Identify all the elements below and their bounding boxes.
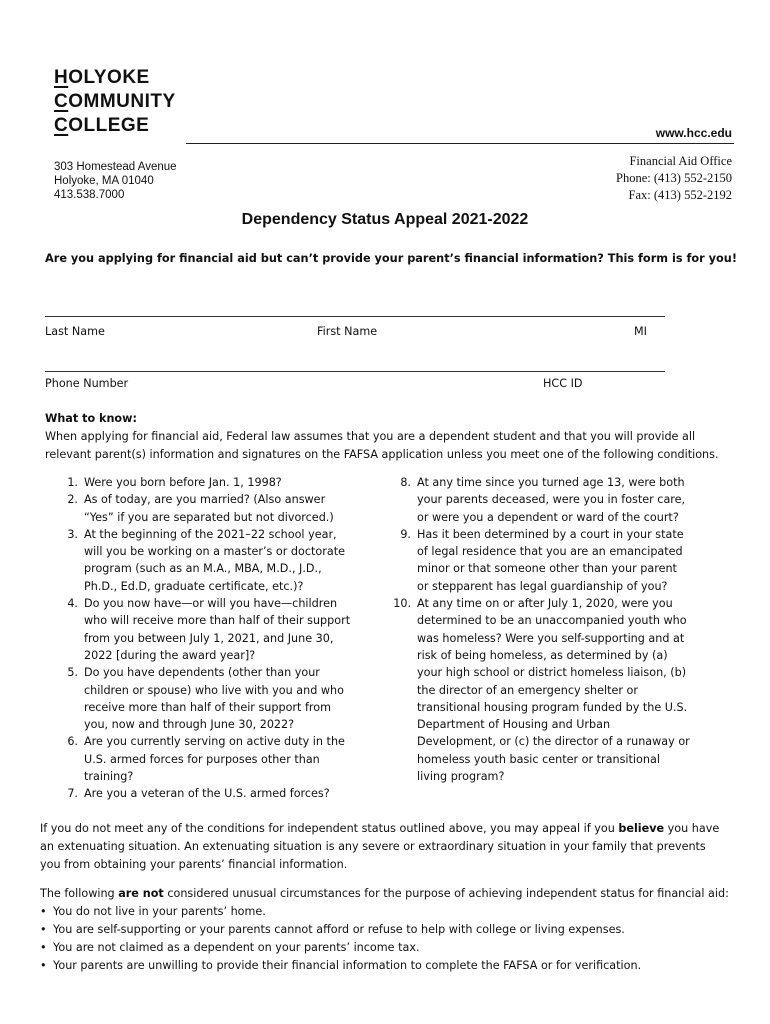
address-line-2: Holyoke, MA 01040: [54, 175, 154, 187]
not-considered-text: You are not claimed as a dependent on your parents’ income tax.: [53, 941, 420, 954]
not-considered-pre: The following: [40, 887, 119, 900]
office-phone: Phone: (413) 552-2150: [616, 171, 732, 185]
intro-text: Are you applying for financial aid but can’t provide your parent’s financial information? This form is for you!: [45, 252, 737, 265]
what-to-know-line-1: When applying for financial aid, Federal law assumes that you are a dependent student and that you will provide all: [45, 430, 696, 443]
not-considered-post: considered unusual circumstances for the purpose of achieving independent status for financial aid:: [163, 887, 729, 900]
condition-line: At the beginning of the 2021–22 school year,: [84, 527, 337, 541]
appeal-line-1-pre: If you do not meet any of the conditions for independent status outlined above, you may appeal if you: [40, 822, 619, 835]
not-considered-list: [40, 903, 729, 975]
first-name-label: First Name: [317, 325, 378, 338]
bullet-icon: •: [40, 905, 47, 918]
appeal-paragraph: [40, 820, 719, 874]
condition-item: [387, 595, 727, 785]
condition-line: Do you have dependents (other than your: [84, 666, 320, 680]
office-contact: [616, 153, 732, 204]
condition-line: Development, or (c) the director of a runaway or: [417, 735, 690, 749]
condition-number: 3.: [67, 527, 78, 541]
condition-line: living program?: [417, 770, 505, 784]
condition-line: homeless youth basic center or transitional: [417, 752, 660, 766]
college-logo: [54, 66, 176, 138]
condition-line: the director of an emergency shelter or: [417, 683, 638, 697]
not-considered-bold: are not: [118, 887, 164, 900]
condition-line: Do you now have—or will you have—children: [84, 597, 338, 611]
condition-item: [54, 595, 374, 664]
condition-line: will you be working on a master’s or doctorate: [84, 545, 345, 559]
condition-line: program (such as an M.A., MBA, M.D., J.D.,: [84, 562, 322, 576]
bullet-icon: •: [40, 941, 47, 954]
what-to-know: [45, 410, 719, 464]
logo-line-3: COLLEGE: [54, 115, 150, 136]
not-considered-item: [40, 921, 729, 939]
address-phone: 413.538.7000: [54, 189, 125, 201]
condition-line: determined to be an unaccompanied youth who: [417, 614, 687, 628]
logo-rest-2: OMMUNITY: [68, 91, 176, 112]
condition-number: 4.: [67, 597, 78, 611]
address-line-1: 303 Homestead Avenue: [54, 161, 177, 173]
condition-line: you, now and through June 30, 2022?: [84, 718, 295, 732]
conditions-list-right: [387, 474, 727, 785]
condition-item: [54, 526, 374, 595]
condition-line: risk of being homeless, as determined by (a): [417, 648, 668, 662]
logo-rest-1: OLYOKE: [68, 67, 150, 88]
page-title: Dependency Status Appeal 2021-2022: [241, 211, 529, 228]
not-considered-intro: [40, 885, 729, 903]
condition-item: [54, 785, 374, 802]
condition-item: [54, 733, 374, 785]
appeal-line-1: [40, 820, 719, 838]
website-link[interactable]: www.hcc.edu: [655, 126, 732, 140]
condition-line: 2022 [during the award year]?: [84, 648, 256, 662]
condition-line: of legal residence that you are an emancipated: [417, 545, 683, 559]
condition-number: 10.: [393, 597, 411, 611]
condition-item: [54, 474, 374, 491]
condition-item: [54, 491, 374, 526]
condition-number: 1.: [67, 476, 78, 489]
logo-line-2: COMMUNITY: [54, 91, 176, 112]
condition-line: your parents deceased, were you in foster care,: [417, 493, 686, 507]
not-considered-text: Your parents are unwilling to provide their financial information to complete the FAFSA or for verification.: [53, 959, 642, 972]
bullet-icon: •: [40, 959, 47, 972]
appeal-believe: believe: [618, 822, 665, 835]
appeal-line-2: an extenuating situation. An extenuating situation is any severe or extraordinary situation in your family that prevents: [40, 840, 706, 853]
condition-number: 8.: [400, 476, 411, 489]
condition-line: Are you currently serving on active duty in the: [84, 735, 345, 749]
condition-line: transitional housing program funded by the U.S.: [417, 700, 688, 714]
condition-number: 6.: [67, 735, 78, 749]
condition-line: children or spouse) who live with you and who: [84, 683, 344, 697]
condition-line: Has it been determined by a court in your state: [417, 527, 684, 541]
condition-item: [54, 664, 374, 733]
condition-line: your high school or district homeless liaison, (b): [417, 666, 687, 680]
not-considered-text: You do not live in your parents’ home.: [53, 905, 266, 918]
logo-rest-3: OLLEGE: [68, 115, 150, 136]
header-rule: [186, 143, 734, 144]
condition-line: was homeless? Were you self-supporting and at: [417, 631, 685, 645]
not-considered-item: [40, 903, 729, 921]
condition-line: receive more than half of their support from: [84, 700, 332, 714]
condition-line: Department of Housing and Urban: [417, 718, 611, 732]
bullet-icon: •: [40, 923, 47, 936]
last-name-label: Last Name: [45, 325, 105, 338]
phone-label: Phone Number: [45, 377, 129, 390]
phone-line[interactable]: [45, 371, 665, 372]
condition-number: 5.: [67, 666, 78, 680]
condition-line: At any time on or after July 1, 2020, were you: [417, 597, 673, 611]
condition-line: At any time since you turned age 13, were both: [417, 476, 685, 489]
appeal-line-1-post: you have: [664, 822, 720, 835]
condition-line: “Yes” if you are separated but not divorced.): [84, 510, 334, 524]
condition-line: Were you born before Jan. 1, 1998?: [84, 476, 282, 489]
logo-line-1: HOLYOKE: [54, 67, 150, 88]
name-line[interactable]: [45, 316, 665, 317]
hcc-id-label: HCC ID: [543, 377, 583, 390]
office-fax: Fax: (413) 552-2192: [628, 188, 732, 202]
condition-number: 2.: [67, 493, 78, 507]
condition-line: who will receive more than half of their support: [84, 614, 351, 628]
condition-item: [387, 474, 727, 526]
not-considered-item: [40, 957, 729, 975]
condition-line: or were you a dependent or ward of the court?: [417, 510, 679, 524]
condition-item: [387, 526, 727, 595]
not-considered-text: You are self-supporting or your parents cannot afford or refuse to help with college or living expenses.: [53, 923, 625, 936]
office-name: Financial Aid Office: [629, 154, 732, 168]
not-considered-section: [40, 885, 729, 975]
condition-line: As of today, are you married? (Also answer: [84, 493, 326, 507]
condition-line: or stepparent has legal guardianship of you?: [417, 579, 668, 593]
condition-line: minor or that someone other than your parent: [417, 562, 677, 576]
condition-line: U.S. armed forces for purposes other than: [84, 752, 320, 766]
condition-number: 9.: [400, 527, 411, 541]
college-address: [54, 160, 177, 202]
condition-line: from you between July 1, 2021, and June 30,: [84, 631, 334, 645]
condition-line: Ph.D., Ed.D, graduate certificate, etc.)?: [84, 579, 304, 593]
condition-number: 7.: [67, 787, 78, 801]
what-to-know-heading: What to know:: [45, 412, 137, 425]
appeal-line-3: you from obtaining your parents’ financial information.: [40, 858, 348, 871]
what-to-know-line-2: relevant parent(s) information and signatures on the FAFSA application unless you meet one of the following conditions.: [45, 448, 719, 461]
condition-line: Are you a veteran of the U.S. armed forces?: [84, 787, 330, 801]
mi-label: MI: [634, 325, 647, 338]
conditions-list-left: [54, 474, 374, 803]
not-considered-item: [40, 939, 729, 957]
condition-line: training?: [84, 770, 134, 784]
